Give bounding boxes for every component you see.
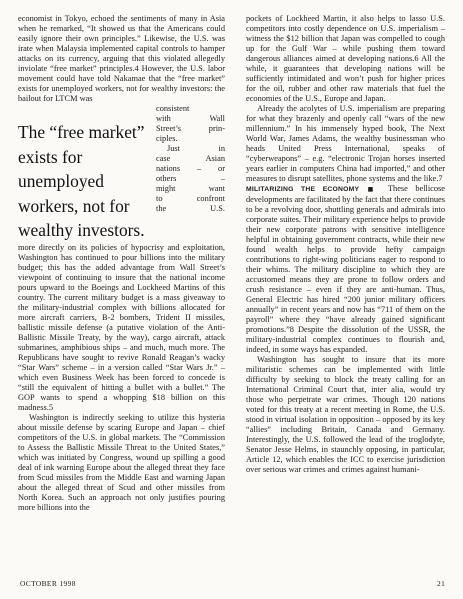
side-line: case Asian xyxy=(156,154,225,163)
pull-quote: The “free market” exists for unemployed workers, not for wealthy investors. xyxy=(18,122,145,240)
right-paragraph-2: Already the acolytes of U.S. imperialism are preparing for what they brazenly and openly call “wars of the new millennium.” In his immensely hyped book, The Next World War, James Adams, the wealthy businessman who heads United Press International, speaks of “cyberweapons” – e.g. “electronic Trojan horses inserted years earlier in computers China had imported,” and other measures to disrupt satellites, phone systems and the like.7 xyxy=(246,104,445,183)
side-line: with Wall xyxy=(156,114,225,123)
right-paragraph-4: Washington has sought to insure that its more militaristic schemes can be implemented with little difficulty by seeking to block the treaty calling for an International Criminal Court that, inter alia, would try those who perpetrate war crimes. Though 120 nations voted for this treaty at a recent meeting in Rome, the U.S. stood in virtual isolation in opposition – opposed by its key “allies” including Britain, Canada and Germany. Interestingly, the U.S. followed the lead of the troglodyte, Senator Jesse Helms, in staunchly opposing, in particular, Article 12, which enables the ICC to exercise jurisdiction over serious war crimes and crimes against humani- xyxy=(246,355,445,474)
side-line: Just in xyxy=(167,144,225,153)
page-number: 21 xyxy=(437,579,446,588)
side-line: the U.S. xyxy=(156,204,225,213)
side-line: ciples. xyxy=(156,134,178,143)
pull-quote-wrap xyxy=(18,104,225,243)
left-paragraph-1: economist in Tokyo, echoed the sentiments of many in Asia when he remarked, “It showed us that the Americans could easily ignore their own principles.” Likewise, the U.S. was irate when Malaysia implemented capital controls to hamper attacks on its currency, arguing that this violated allegedly inviolate “free market” principles.4 However, the U.S. labor movement could have told Nakamae that the “free market” exists for unemployed workers, not for wealthy investors: the bailout for LTCM was xyxy=(18,14,225,103)
left-column xyxy=(18,14,225,513)
section-subhead: MILITARIZING THE ECONOMY xyxy=(246,186,360,193)
left-paragraph-1-continued: more directly on its policies of hypocrisy and exploitation, Washington has continued to pour billions into the military budget; this has the added advantage from Wall Street’s viewpoint of continuing to insure that the national income pours upward to the Boeings and Lockheed Martins of this country. The current military budget is a mass giveaway to the military-industrial complex with billions allocated for more aircraft carriers, B-2 bombers, Trident II missiles, ballistic missile defense (a putative violation of the Anti-Ballistic Missile Treaty, by the way), cargo aircraft, attack submarines, amphibious ships – and much, much more. The Republicans have sought to revive Ronald Reagan’s wacky “Star Wars” scheme – in a version called “Star Wars Jr.” – which even Business Week has been forced to concede is “still the equivalent of hitting a bullet with a bullet.” The GOP wants to spend a whopping $18 billion on this madness.5 xyxy=(18,242,225,412)
left-paragraph-2: Washington is indirectly seeking to utilize this hysteria about missile defense by scaring Europe and Japan – chief competitors of the U.S. in global markets. The “Commission to Assess the Ballistic Missile Threat to the United States,” which was initiated by Congress, wound up spilling a good deal of ink warning Europe about the alleged threat they face from Scud missiles from the Middle East and warning Japan about the alleged threat of Scud and other missiles from North Korea. Such an approach not only justifies pouring more billions into the xyxy=(18,412,225,512)
side-line: consistent xyxy=(156,104,190,113)
side-line: Street’s prin- xyxy=(156,124,225,133)
side-line: others – xyxy=(156,174,225,183)
side-line: to confront xyxy=(156,194,225,203)
right-paragraph-1: pockets of Lockheed Martin, it also helps to lasso U.S. competitors into costly dependence on U.S. imperialism – witness the $12 billion that Japan was compelled to cough up for the Gulf War – while pushing them toward dangerous alliances aimed at developing nations.6 All the while, it guarantees that developing nations will be sufficiently intimidated and won’t push for higher prices for the oil, rubber and other raw materials that fuel the economies of the U.S., Europe and Japan. xyxy=(246,14,445,103)
square-bullet-icon: ■ xyxy=(362,186,379,193)
right-column xyxy=(246,14,445,475)
side-line: nations – or xyxy=(156,164,225,173)
side-line: might want xyxy=(156,184,225,193)
pull-side-text xyxy=(156,104,225,243)
right-paragraph-3 xyxy=(246,184,445,355)
right-paragraph-3-text: These bellicose developments are facilitated by the fact that there continues to be a revolving door, shuttling generals and admirals into corporate suites. Their military experience helps to provide their new corporate patrons with sensitive intelligence helpful in obtaining government contracts, while their new found wealth helps to provide hefty campaign contributions to right-wing politicians eager to respond to their whims. The military discipline to which they are accustomed means they are prone to follow orders and crush resistance – even if they are anti-human. Thus, General Electric has hired “200 junior military officers annually” in recent years and now has “711 of them on the payroll” where they “have already gained significant promotions.”8 Despite the dissolution of the USSR, the military-industrial complex continues to flourish and, indeed, in some ways has expanded. xyxy=(246,184,445,354)
footer-date: OCTOBER 1998 xyxy=(20,579,76,588)
